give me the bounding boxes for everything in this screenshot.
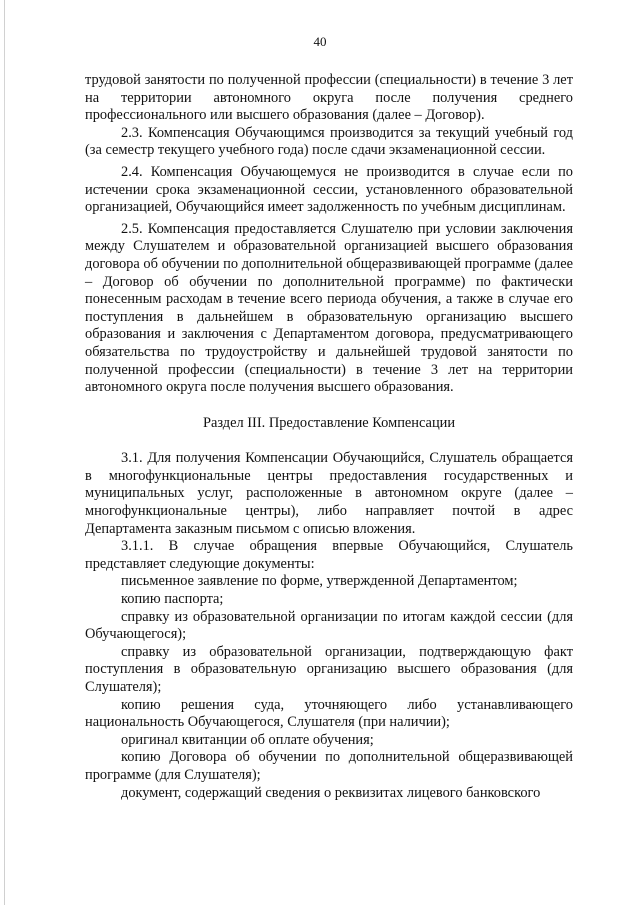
- document-list-item: письменное заявление по форме, утвержденной Департаментом;: [121, 573, 518, 590]
- paragraph-2-5: 2.5. Компенсация предоставляется Слушателю при условии заключения между Слушателем и образовательной организацией высшего образования договора об обучении по дополнительной общеразвивающей программе (далее – Договор об обучении по дополнительной программе) по фактически понесенным расходам в течение всего периода обучения, а также в случае его поступления в дальнейшем в образовательную организацию высшего образования и заключения с Департаментом договора, предусматривающего обязательства по трудоустройству и дальнейшей трудовой занятости по полученной профессии (специальности) в течение 3 лет на территории автономного округа после получения высшего образования.: [85, 220, 573, 396]
- document-list-item: копию Договора об обучении по дополнительной общеразвивающей программе (для Слушателя);: [85, 749, 573, 783]
- paragraph-continuation: трудовой занятости по полученной профессии (специальности) в течение 3 лет на территории автономного округа после получения среднего профессионального или высшего образования (далее – Договор).: [85, 72, 573, 124]
- paragraph-3-1-1: 3.1.1. В случае обращения впервые Обучающийся, Слушатель представляет следующие документы:: [85, 538, 573, 572]
- document-body: [85, 72, 573, 802]
- paragraph-2-3: 2.3. Компенсация Обучающимся производится за текущий учебный год (за семестр текущего учебного года) после сдачи экзаменационной сессии.: [85, 124, 573, 159]
- page-number: 40: [313, 34, 327, 49]
- document-list-item: копию решения суда, уточняющего либо устанавливающего национальность Обучающегося, Слушателя (при наличии);: [85, 696, 573, 731]
- scan-edge-line: [4, 0, 5, 905]
- document-list-item: копию паспорта;: [121, 591, 224, 608]
- paragraph-3-1: 3.1. Для получения Компенсации Обучающийся, Слушатель обращается в многофункциональные центры предоставления государственных и муниципальных услуг, расположенные в автономном округе (далее – многофункциональные центры), либо направляет почтой в адрес Департамента заказным письмом с описью вложения.: [85, 450, 573, 537]
- section-heading: Раздел III. Предоставление Компенсации: [202, 414, 456, 431]
- document-list-item: справку из образовательной организации по итогам каждой сессии (для Обучающегося);: [85, 608, 573, 643]
- paragraph-2-4: 2.4. Компенсация Обучающемуся не производится в случае если по истечении срока экзаменационной сессии, установленного образовательной организацией, Обучающийся имеет задолженность по учебным дисциплинам.: [85, 163, 573, 216]
- document-list-item: оригинал квитанции об оплате обучения;: [121, 731, 374, 748]
- document-list-item: справку из образовательной организации, подтверждающую факт поступления в образовательную организацию высшего образования (для Слушателя);: [85, 643, 573, 695]
- document-list-item: документ, содержащий сведения о реквизитах лицевого банковского: [121, 784, 541, 801]
